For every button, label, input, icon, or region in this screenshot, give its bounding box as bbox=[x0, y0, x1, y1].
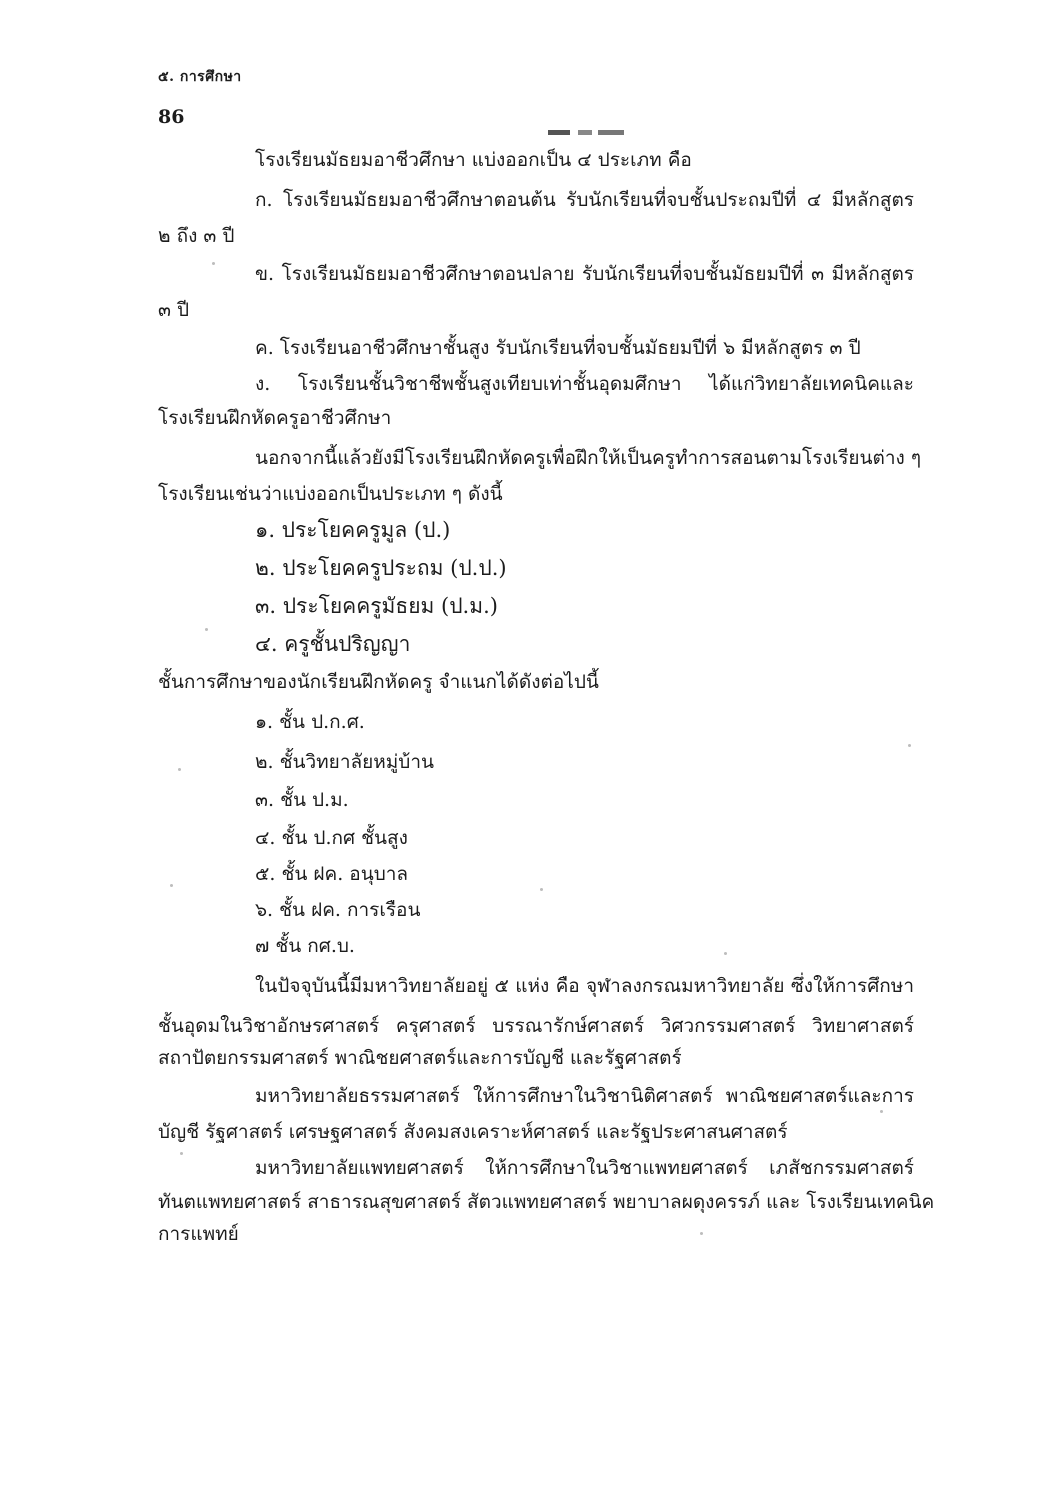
paragraph-line: มหาวิทยาลัยธรรมศาสตร์ ให้การศึกษาในวิชานิติศาสตร์ พาณิชยศาสตร์และการ bbox=[255, 1085, 914, 1107]
list-item: ๖. ชั้น ฝค. การเรือน bbox=[255, 899, 421, 921]
section-header: ๕. การศึกษา bbox=[158, 69, 242, 85]
list-item: ๑. ชั้น ป.ก.ศ. bbox=[255, 711, 365, 733]
scan-speckle bbox=[178, 768, 181, 771]
list-item: ๔. ครูชั้นปริญญา bbox=[255, 632, 411, 656]
scan-speckle bbox=[170, 884, 173, 887]
list-item: ๕. ชั้น ฝค. อนุบาล bbox=[255, 863, 409, 885]
paragraph-line: โรงเรียนฝึกหัดครูอาชีวศึกษา bbox=[158, 407, 392, 429]
paragraph-line: ก. โรงเรียนมัธยมอาชีวศึกษาตอนต้น รับนักเรียนที่จบชั้นประถมปีที่ ๔ มีหลักสูตร bbox=[255, 189, 914, 211]
page-number: 86 bbox=[158, 106, 185, 128]
list-item: ๒. ชั้นวิทยาลัยหมู่บ้าน bbox=[255, 751, 435, 773]
scan-speckle bbox=[724, 952, 727, 955]
paragraph-line: ๒ ถึง ๓ ปี bbox=[158, 225, 235, 247]
scan-speckle bbox=[212, 262, 215, 265]
paragraph-line: ชั้นอุดมในวิชาอักษรศาสตร์ ครุศาสตร์ บรรณารักษ์ศาสตร์ วิศวกรรมศาสตร์ วิทยาศาสตร์ bbox=[158, 1015, 914, 1037]
scan-speckle bbox=[205, 628, 208, 631]
paragraph-line: สถาปัตยกรรมศาสตร์ พาณิชยศาสตร์และการบัญชี และรัฐศาสตร์ bbox=[158, 1047, 682, 1069]
list-item: ๓. ประโยคครูมัธยม (ป.ม.) bbox=[255, 594, 498, 618]
paragraph-line: การแพทย์ bbox=[158, 1223, 239, 1245]
list-item: ๑. ประโยคครูมูล (ป.) bbox=[255, 518, 451, 542]
list-item: ๓. ชั้น ป.ม. bbox=[255, 789, 349, 811]
paragraph-line: โรงเรียนเช่นว่าแบ่งออกเป็นประเภท ๆ ดังนี้ bbox=[158, 483, 503, 505]
scan-speckle bbox=[880, 1110, 883, 1113]
paragraph-line: ง. โรงเรียนชั้นวิชาชีพชั้นสูงเทียบเท่าชั้นอุดมศึกษา ได้แก่วิทยาลัยเทคนิคและ bbox=[255, 373, 914, 395]
scan-speckle bbox=[908, 744, 911, 747]
paragraph-line: โรงเรียนมัธยมอาชีวศึกษา แบ่งออกเป็น ๔ ประเภท คือ bbox=[255, 149, 692, 171]
paragraph-line: ทันตแพทยศาสตร์ สาธารณสุขศาสตร์ สัตวแพทยศาสตร์ พยาบาลผดุงครรภ์ และ โรงเรียนเทคนิค bbox=[158, 1191, 935, 1213]
scan-speckle bbox=[540, 888, 543, 891]
paragraph-line: ค. โรงเรียนอาชีวศึกษาชั้นสูง รับนักเรียนที่จบชั้นมัธยมปีที่ ๖ มีหลักสูตร ๓ ปี bbox=[255, 337, 861, 359]
paragraph-line: ชั้นการศึกษาของนักเรียนฝึกหัดครู จำแนกได้ดังต่อไปนี้ bbox=[158, 671, 599, 693]
faint-stamp-mark bbox=[548, 128, 628, 138]
scan-speckle bbox=[700, 1232, 703, 1235]
paragraph-line: นอกจากนี้แล้วยังมีโรงเรียนฝึกหัดครูเพื่อฝึกให้เป็นครูทำการสอนตามโรงเรียนต่าง ๆ bbox=[255, 447, 922, 469]
list-item: ๒. ประโยคครูประถม (ป.ป.) bbox=[255, 556, 507, 580]
paragraph-line: มหาวิทยาลัยแพทยศาสตร์ ให้การศึกษาในวิชาแพทยศาสตร์ เภสัชกรรมศาสตร์ bbox=[255, 1157, 914, 1179]
list-item: ๗ ชั้น กศ.บ. bbox=[255, 935, 355, 957]
paragraph-line: บัญชี รัฐศาสตร์ เศรษฐศาสตร์ สังคมสงเคราะห์ศาสตร์ และรัฐประศาสนศาสตร์ bbox=[158, 1121, 788, 1143]
paragraph-line: ๓ ปี bbox=[158, 299, 190, 321]
paragraph-line: ในปัจจุบันนี้มีมหาวิทยาลัยอยู่ ๕ แห่ง คือ จุฬาลงกรณมหาวิทยาลัย ซึ่งให้การศึกษา bbox=[255, 975, 914, 997]
paragraph-line: ข. โรงเรียนมัธยมอาชีวศึกษาตอนปลาย รับนักเรียนที่จบชั้นมัธยมปีที่ ๓ มีหลักสูตร bbox=[255, 263, 914, 285]
scan-speckle bbox=[180, 1152, 183, 1155]
list-item: ๔. ชั้น ป.กศ ชั้นสูง bbox=[255, 827, 408, 849]
